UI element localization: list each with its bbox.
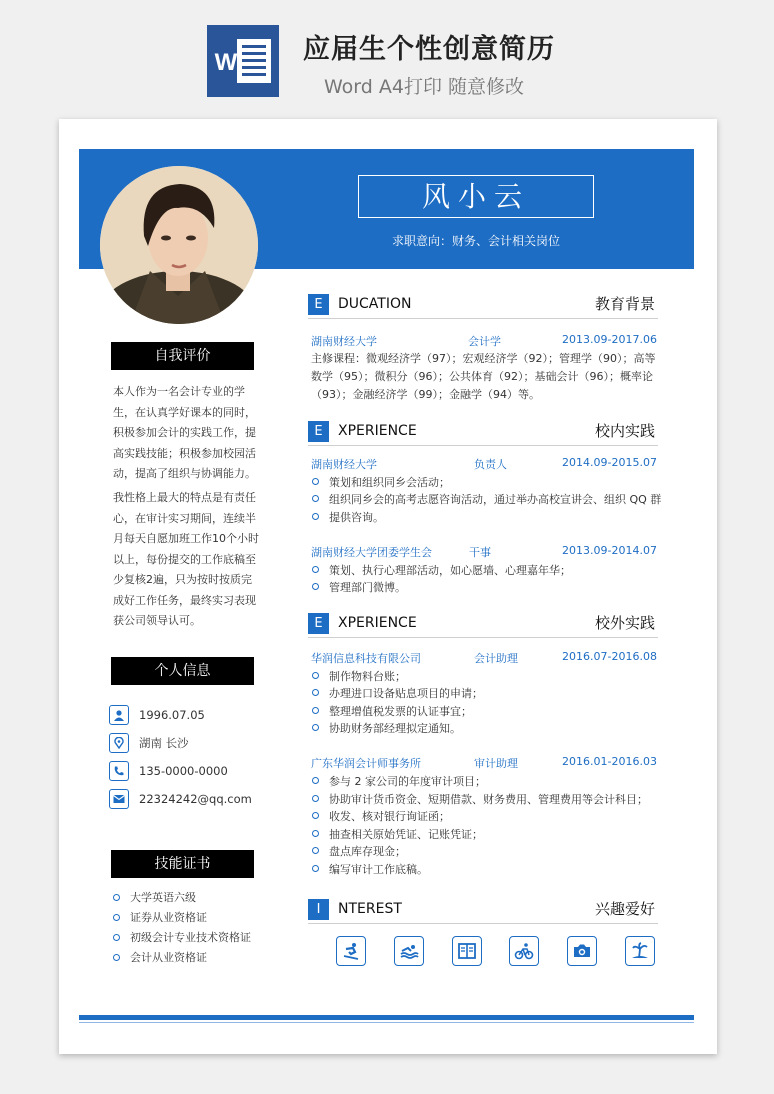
- entry-date: 2016.07-2016.08: [562, 650, 657, 663]
- bullet-icon: [312, 707, 319, 714]
- reading-icon: [452, 936, 482, 966]
- info-birthday: [109, 704, 205, 726]
- list-item: 抽查相关原始凭证、记账凭证；: [312, 825, 483, 842]
- education-header: [308, 293, 658, 319]
- org-name: 湖南财经大学: [311, 458, 377, 471]
- list-item: 组织同乡会的高考志愿咨询活动，通过举办高校宣讲会、组织 QQ 群: [312, 490, 661, 507]
- phone-text: 135-0000-0000: [139, 764, 228, 778]
- name-box: 风小云: [358, 175, 594, 218]
- skills-title: 技能证书: [111, 850, 254, 878]
- bullet-icon: [312, 724, 319, 731]
- avatar: [100, 166, 258, 324]
- section-title-cn: 校内实践: [594, 422, 655, 440]
- info-location: [109, 732, 189, 754]
- self-eval-paragraph-1: 本人作为一名会计专业的学生，在认真学好课本的同时，积极参加会计的实践工作，提高实践技能；积极参加校园活动，提高了组织与协调能力。: [113, 385, 256, 480]
- bottom-bar: [79, 1015, 694, 1020]
- list-item: 制作物料台账；: [312, 667, 406, 684]
- section-title-en: NTEREST: [338, 901, 402, 917]
- role-name: 会计助理: [474, 652, 518, 665]
- email-text: 22324242@qq.com: [139, 792, 252, 806]
- doc-subtitle: Word A4打印 随意修改: [324, 76, 525, 98]
- resume-page: [59, 119, 717, 1054]
- major-name: 会计学: [468, 335, 501, 348]
- hobby-icons: [336, 936, 656, 970]
- campus-entry-head: [311, 544, 659, 560]
- travel-icon: [625, 936, 655, 966]
- skill-item: 大学英语六级: [113, 888, 196, 906]
- swimming-icon: [394, 936, 424, 966]
- bullet-icon: [312, 566, 319, 573]
- campus-entry-head: [311, 456, 659, 472]
- location-text: 湖南 长沙: [139, 736, 189, 750]
- skill-item: 会计从业资格证: [113, 948, 207, 966]
- list-item: 办理进口设备贴息项目的申请；: [312, 684, 483, 701]
- list-item: 编写审计工作底稿。: [312, 860, 428, 877]
- bullet-icon: [113, 914, 120, 921]
- section-title-en: XPERIENCE: [338, 423, 417, 439]
- skill-item: 初级会计专业技术资格证: [113, 928, 251, 946]
- list-item: 策划、执行心理部活动，如心愿墙、心理嘉年华；: [312, 561, 571, 578]
- svg-text:W: W: [214, 49, 238, 76]
- role-name: 审计助理: [474, 757, 518, 770]
- list-item: 协助财务部经理拟定通知。: [312, 719, 461, 736]
- section-letter: I: [308, 899, 329, 920]
- bullet-icon: [113, 894, 120, 901]
- personal-info-title: 个人信息: [111, 657, 254, 685]
- list-item: 策划和组织同乡会活动；: [312, 473, 450, 490]
- birthday-text: 1996.07.05: [139, 708, 205, 722]
- list-item: 协助审计货币资金、短期借款、财务费用、管理费用等会计科目；: [312, 790, 648, 807]
- phone-icon: [109, 761, 129, 781]
- info-phone: [109, 760, 228, 782]
- school-name: 湖南财经大学: [311, 335, 377, 348]
- section-letter: E: [308, 421, 329, 442]
- word-icon: [207, 25, 279, 97]
- bullet-icon: [312, 478, 319, 485]
- campus-experience-header: [308, 420, 658, 446]
- list-item: 提供咨询。: [312, 508, 384, 525]
- section-title-cn: 兴趣爱好: [594, 900, 655, 918]
- role-name: 负责人: [474, 458, 507, 471]
- bullet-icon: [312, 865, 319, 872]
- bullet-icon: [312, 689, 319, 696]
- section-title-en: DUCATION: [338, 296, 412, 312]
- entry-date: 2016.01-2016.03: [562, 755, 657, 768]
- org-name: 湖南财经大学团委学生会: [311, 546, 432, 559]
- list-item: 管理部门微博。: [312, 578, 406, 595]
- list-item: 盘点库存现金；: [312, 842, 406, 859]
- mail-icon: [109, 789, 129, 809]
- section-letter: E: [308, 294, 329, 315]
- bullet-icon: [113, 934, 120, 941]
- self-eval-title: 自我评价: [111, 342, 254, 370]
- photography-icon: [567, 936, 597, 966]
- bullet-icon: [312, 795, 319, 802]
- org-name: 广东华润会计师事务所: [311, 757, 421, 770]
- section-letter: E: [308, 613, 329, 634]
- entry-date: 2013.09-2014.07: [562, 544, 657, 557]
- external-entry-head: [311, 650, 659, 666]
- interest-header: [308, 898, 658, 924]
- bullet-icon: [312, 672, 319, 679]
- bottom-rule: [79, 1022, 694, 1023]
- cycling-icon: [509, 936, 539, 966]
- bullet-icon: [113, 954, 120, 961]
- job-intent: 求职意向：财务、会计相关岗位: [391, 234, 560, 248]
- info-email: [109, 788, 252, 810]
- education-date: 2013.09-2017.06: [562, 333, 657, 346]
- role-name: 干事: [469, 546, 491, 559]
- skill-item: 证券从业资格证: [113, 908, 207, 926]
- doc-header: [0, 0, 774, 110]
- list-item: 参与 2 家公司的年度审计项目；: [312, 772, 486, 789]
- section-title-cn: 校外实践: [594, 614, 655, 632]
- bullet-icon: [312, 777, 319, 784]
- bullet-icon: [312, 847, 319, 854]
- org-name: 华润信息科技有限公司: [311, 652, 421, 665]
- bullet-icon: [312, 513, 319, 520]
- bullet-icon: [312, 830, 319, 837]
- section-title-cn: 教育背景: [594, 295, 655, 313]
- portrait-image: [100, 166, 258, 324]
- entry-date: 2014.09-2015.07: [562, 456, 657, 469]
- section-title-en: XPERIENCE: [338, 615, 417, 631]
- person-icon: [109, 705, 129, 725]
- list-item: 收发、核对银行询证函；: [312, 807, 450, 824]
- external-entry-head: [311, 755, 659, 771]
- self-eval-paragraph-2: 我性格上最大的特点是有责任心，在审计实习期间，连续半月每天自愿加班工作10个小时以上，每份提交的工作底稿至少复核2遍，只为按时按质完成好工作任务，最终实习表现获公司领导认可。: [113, 491, 259, 627]
- bullet-icon: [312, 812, 319, 819]
- external-experience-header: [308, 612, 658, 638]
- education-entry-head: [311, 333, 659, 349]
- skiing-icon: [336, 936, 366, 966]
- courses-text: 主修课程：微观经济学（97）；宏观经济学（92）；管理学（90）；高等数学（95）；微积分（96）；公共体育（92）；基础会计（96）；概率论（93）；金融经济学（99）；金融学（94）等。: [311, 352, 656, 401]
- list-item: 整理增值税发票的认证事宜；: [312, 702, 472, 719]
- doc-title: 应届生个性创意简历: [303, 34, 555, 65]
- location-icon: [109, 733, 129, 753]
- bullet-icon: [312, 495, 319, 502]
- bullet-icon: [312, 583, 319, 590]
